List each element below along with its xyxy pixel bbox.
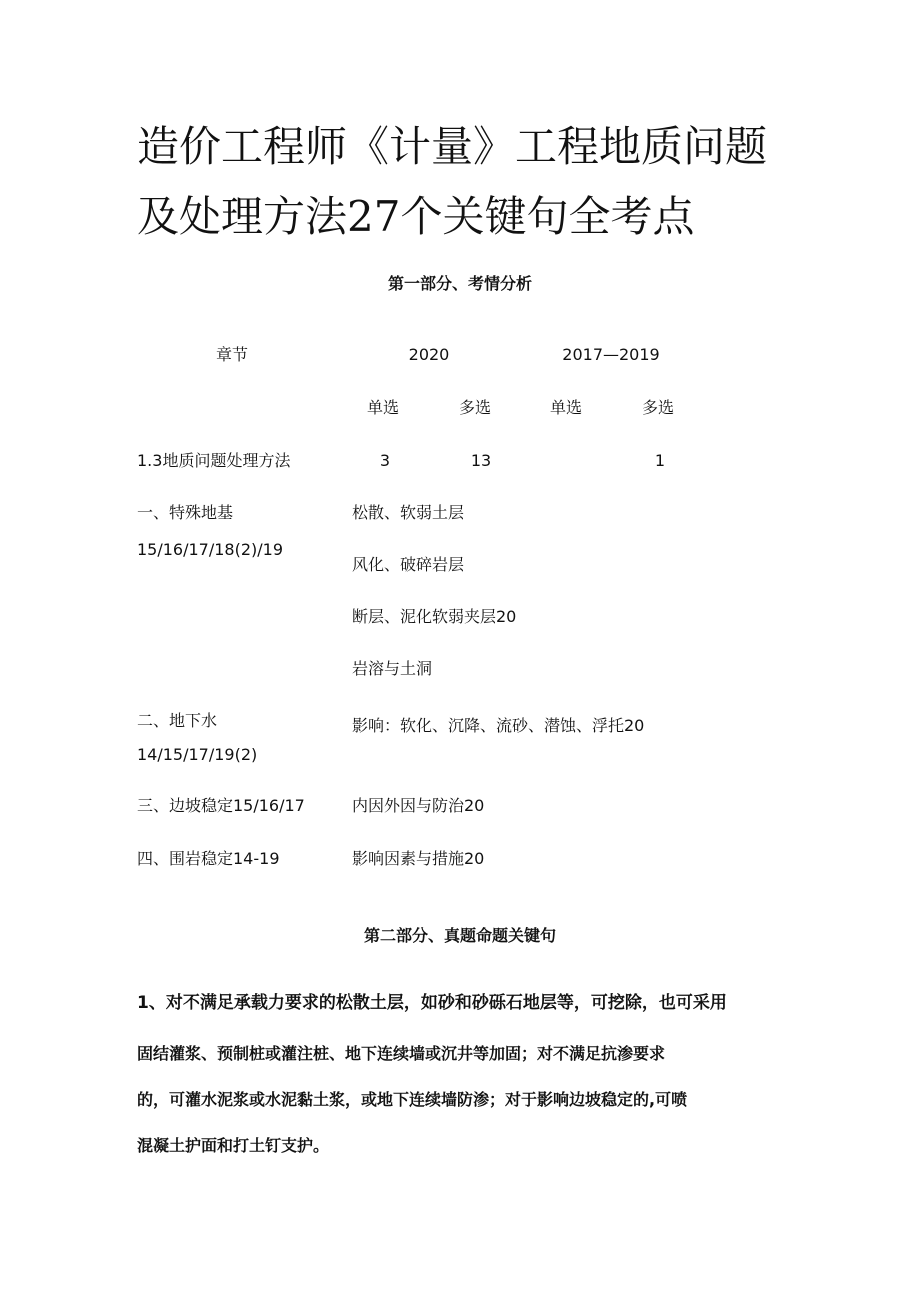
part1-heading: 第一部分、考情分析 — [387, 274, 532, 293]
section-3-item: 内因外因与防治20 — [352, 796, 485, 815]
summary-row-label: 1.3地质问题处理方法 — [137, 451, 291, 470]
header-single-range: 单选 — [549, 398, 582, 417]
summary-2020-multi: 13 — [470, 451, 492, 470]
section-1-item: 风化、破碎岩层 — [352, 555, 465, 574]
header-chapter: 章节 — [215, 345, 248, 364]
section-1-years: 15/16/17/18(2)/19 — [137, 540, 284, 559]
section-1-item: 松散、软弱土层 — [352, 503, 465, 522]
part2-heading: 第二部分、真题命题关键句 — [363, 926, 556, 945]
document-title-line-2: 及处理方法27个关键句全考点 — [137, 192, 695, 241]
header-year-2020: 2020 — [408, 345, 450, 364]
section-4-title: 四、围岩稳定14-19 — [137, 849, 280, 868]
document-title-line-1: 造价工程师《计量》工程地质问题 — [137, 122, 768, 171]
section-3-title: 三、边坡稳定15/16/17 — [137, 796, 305, 815]
section-4-item: 影响因素与措施20 — [352, 849, 485, 868]
header-multi-2020: 多选 — [458, 398, 491, 417]
para-1-line: 混凝土护面和打土钉支护。 — [137, 1136, 330, 1155]
section-1-item: 断层、泥化软弱夹层20 — [352, 607, 517, 626]
section-2-title: 二、地下水 — [137, 711, 218, 730]
para-1-line: 的，可灌水泥浆或水泥黏土浆，或地下连续墙防渗；对于影响边坡稳定的,可喷 — [137, 1090, 688, 1109]
summary-range-multi: 1 — [654, 451, 666, 470]
para-1-line: 固结灌浆、预制桩或灌注桩、地下连续墙或沉井等加固；对不满足抗渗要求 — [137, 1044, 666, 1063]
header-single-2020: 单选 — [366, 398, 399, 417]
section-1-title: 一、特殊地基 — [137, 503, 234, 522]
para-1-line: 1、对不满足承载力要求的松散土层，如砂和砂砾石地层等，可挖除，也可采用 — [137, 993, 727, 1013]
section-2-years: 14/15/17/19(2) — [137, 745, 258, 764]
summary-2020-single: 3 — [379, 451, 391, 470]
header-year-range: 2017—2019 — [562, 345, 660, 364]
header-multi-range: 多选 — [641, 398, 674, 417]
section-1-item: 岩溶与土洞 — [352, 659, 433, 678]
section-2-item: 影响：软化、沉降、流砂、潜蚀、浮托20 — [352, 716, 645, 735]
